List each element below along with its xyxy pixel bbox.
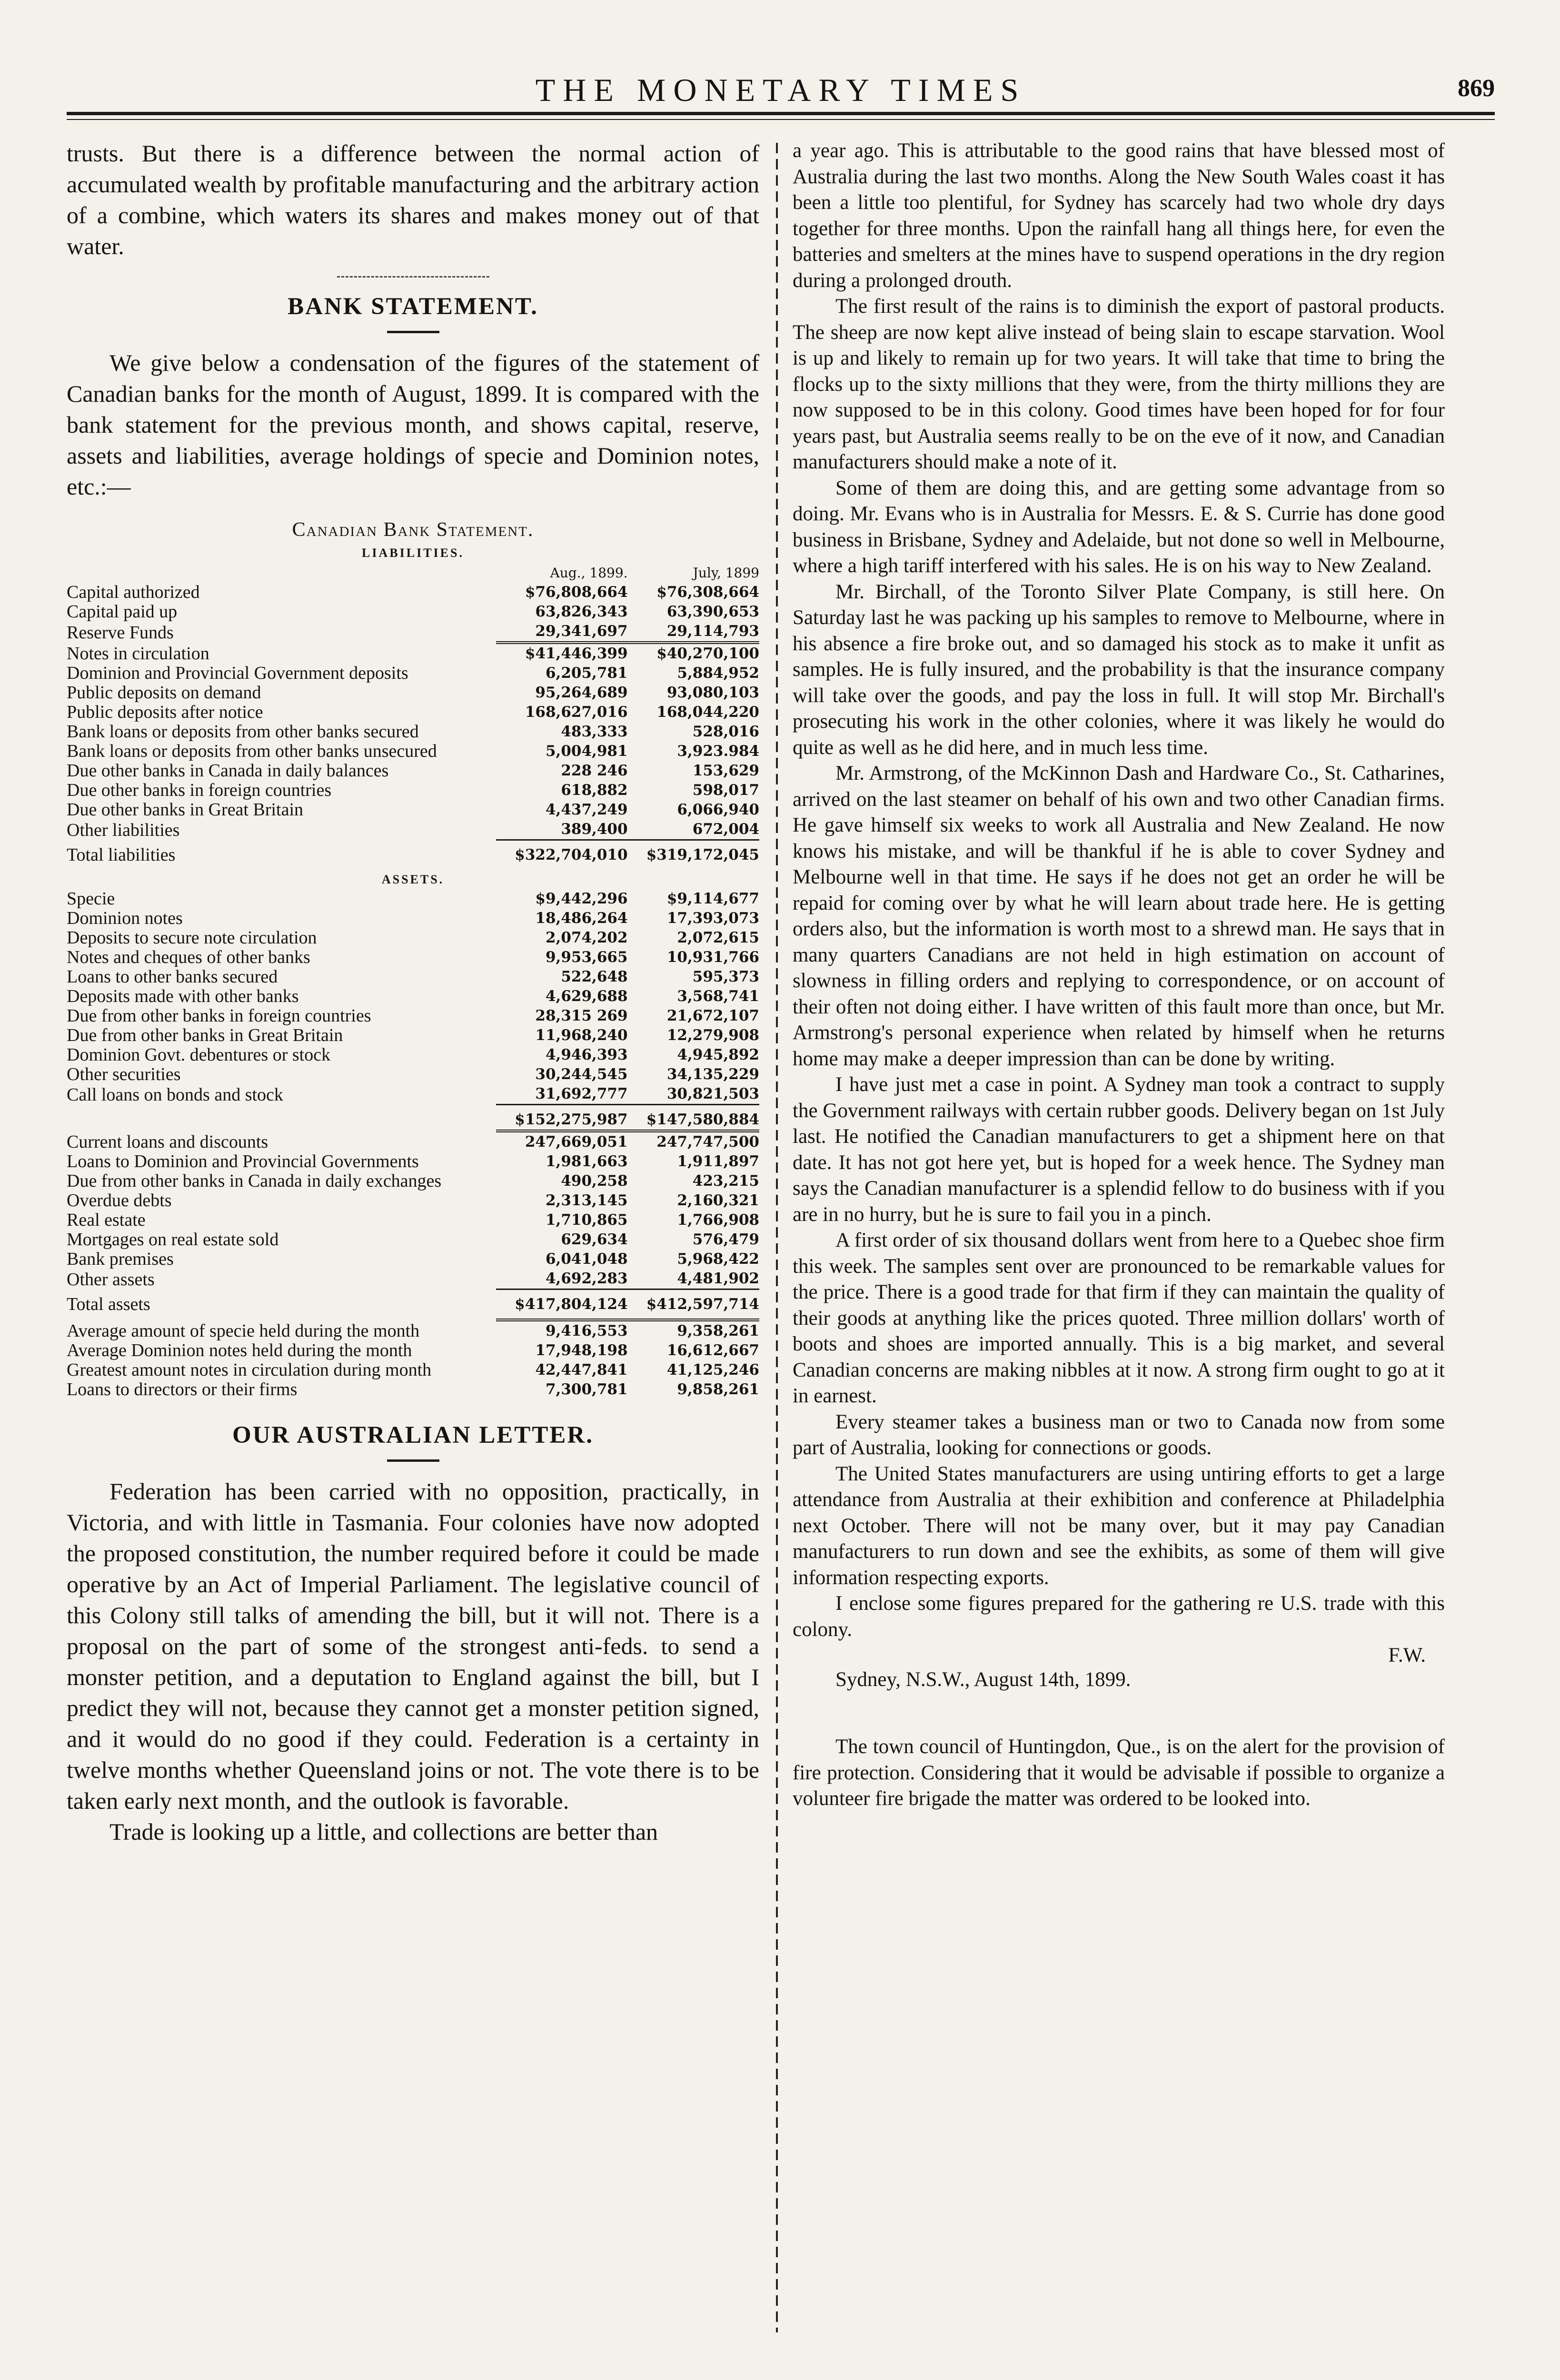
row-label: Public deposits on demand [67, 683, 261, 703]
row-label: Dominion Govt. debentures or stock [67, 1045, 331, 1065]
letter-signoff: F.W. [1388, 1644, 1426, 1666]
aug-value: 4,946,393 [545, 1046, 628, 1063]
letter-paragraph: The United States manufacturers are using untiring efforts to get a large attendance from Australia at their exhibition and conference at Philadelphia next October. There will not be many over, but it may pay Canadian manufacturers to run down and see the exhibits, as some of them will give information respecting exports. [793, 1462, 1445, 1589]
row-label: Due other banks in foreign countries [67, 780, 332, 800]
jul-value: 168,044,220 [656, 704, 759, 721]
table-row [67, 1341, 759, 1360]
row-label: Other assets [67, 1269, 155, 1289]
table-row [67, 602, 759, 622]
aug-value: 522,648 [561, 968, 628, 985]
jul-value: 63,390,653 [666, 603, 759, 620]
table-row [67, 1269, 759, 1289]
letter-paragraph: Mr. Birchall, of the Toronto Silver Plate Company, is still here. On Saturday last he was packing up his samples to remove to Melbourne, where in his absence a fire broke out, and so damaged his stock as to make it unfit as samples. He is fully insured, and the probability is that the insurance company will take over the goods, and pay the loss in full. It will stop Mr. Birchall's prosecuting his work in the other colonies, where it was likely he would do quite as well as he did here, and in much less time. [793, 580, 1445, 759]
jul-value: 30,821,503 [666, 1085, 759, 1102]
letter-paragraph: Every steamer takes a business man or two to Canada now from some part of Australia, looking for connections or goods. [793, 1410, 1445, 1459]
bank-table-title: Canadian Bank Statement. [292, 519, 534, 541]
row-label: Deposits to secure note circulation [67, 928, 317, 948]
jul-value: 247,747,500 [628, 1131, 759, 1152]
table-row [67, 1006, 759, 1026]
jul-value: 598,017 [692, 782, 759, 799]
table-header-row [67, 563, 759, 583]
table-row [67, 928, 759, 948]
row-label: Notes in circulation [67, 644, 209, 664]
aug-value: 228 246 [561, 762, 628, 779]
aug-value: 28,315 269 [535, 1007, 628, 1024]
jul-value: 34,135,229 [666, 1066, 759, 1083]
aug-value: 95,264,689 [535, 684, 628, 701]
row-label: Overdue debts [67, 1190, 172, 1210]
row-label: Specie [67, 889, 115, 909]
aug-value: 629,634 [561, 1231, 628, 1248]
aug-value: 618,882 [561, 782, 628, 799]
masthead [67, 71, 1495, 109]
table-row [67, 1152, 759, 1171]
assets-subtotal-row [67, 1105, 759, 1131]
letter-paragraph: The first result of the rains is to diminish the export of pastoral products. The sheep are now kept alive instead of being slain to escape starvation. Wool is up and likely to remain up for two years. It will take that time to bring the flocks up to the sixty millions that they were, from the thirty millions they are now supposed to be in this colony. Good times have been hoped for for four years past, but Australia seems really to be on the eve of it now, and Canadian manufacturers should make a note of it. [793, 295, 1445, 473]
jul-value: 672,004 [692, 821, 759, 838]
jul-value: 5,968,422 [677, 1250, 759, 1268]
aug-value: 7,300,781 [545, 1381, 628, 1398]
table-row [67, 1131, 759, 1152]
left-column [67, 138, 759, 1847]
aug-value: 1,981,663 [545, 1153, 628, 1170]
letter-paragraph: A first order of six thousand dollars went from here to a Quebec shoe firm this week. The samples sent over are pronounced to be remarkable values for the price. There is a good trade for that firm if they can maintain the quality of their goods at anything like the prices quoted. Three million dollars' worth of boots and shoes are imported annually. This is a big market, and several Canadian concerns are making nibbles at it now. A strong firm ought to go at it in earnest. [793, 1229, 1445, 1407]
huntingdon-paragraph: The town council of Huntingdon, Que., is on the alert for the provision of fire protection. Considering that it would be advisable if possible to organize a volunteer fire brigade the matter was ordered to be looked into. [793, 1735, 1445, 1810]
letter-paragraph: I have just met a case in point. A Sydney man took a contract to supply the Government railways with certain rubber goods. Delivery began on 1st July last. He notified the Canadian manufacturers to get a shipment here on that date. It has not got here yet, but is hoped for a week hence. The Sydney man says the Canadian manufacturer is a splendid fellow to do business with if you are in no hurry, but he is sure to fail you in a pinch. [793, 1073, 1445, 1226]
table-row [67, 643, 759, 664]
aug-value: 63,826,343 [535, 603, 628, 620]
jul-value: 3,568,741 [677, 988, 759, 1005]
table-row [67, 800, 759, 820]
aug-value: 11,968,240 [535, 1027, 628, 1044]
row-label: Loans to Dominion and Provincial Governments [67, 1151, 419, 1171]
masthead-rule-thin [67, 119, 1495, 120]
aug-value: 4,692,283 [545, 1270, 628, 1287]
table-row [67, 583, 759, 602]
aug-value: 42,447,841 [535, 1361, 628, 1378]
table-row [67, 742, 759, 761]
table-row [67, 622, 759, 643]
row-label: Bank premises [67, 1249, 174, 1269]
jul-value: 9,858,261 [677, 1381, 759, 1398]
table-row [67, 761, 759, 781]
table-row [67, 1171, 759, 1191]
row-label: Call loans on bonds and stock [67, 1084, 283, 1105]
jul-value: 9,358,261 [628, 1320, 759, 1341]
col-jul-header: July, 1899 [693, 565, 759, 581]
row-label: Notes and cheques of other banks [67, 947, 310, 967]
letter-dateline: Sydney, N.S.W., August 14th, 1899. [835, 1668, 1131, 1691]
jul-value: 17,393,073 [666, 910, 759, 927]
aug-value: 31,692,777 [535, 1085, 628, 1102]
aug-value: 6,041,048 [545, 1250, 628, 1268]
jul-value: 576,479 [692, 1231, 759, 1248]
aug-value: 490,258 [561, 1172, 628, 1190]
heading-rule [387, 1459, 439, 1462]
aug-value: $322,704,010 [496, 840, 627, 865]
jul-value: 93,080,103 [666, 684, 759, 701]
jul-value: 1,911,897 [677, 1153, 759, 1170]
table-row [67, 1320, 759, 1341]
row-label: Total assets [67, 1294, 150, 1314]
aug-value: 4,437,249 [545, 801, 628, 818]
table-row [67, 703, 759, 722]
table-row [67, 1230, 759, 1250]
row-label: Bank loans or deposits from other banks secured [67, 722, 419, 742]
row-label: Total liabilities [67, 845, 176, 865]
aug-value: 30,244,545 [535, 1066, 628, 1083]
row-label: Public deposits after notice [67, 702, 263, 722]
table-row [67, 1380, 759, 1399]
letter-paragraph: a year ago. This is attributable to the good rains that have blessed most of Australia during the last two months. Along the New South Wales coast it has been a little too plentiful, for Sydney has scarcely had two whole dry days together for three months. Upon the rainfall hang all things here, for even the batteries and smelters at the mines have to suspend operations in the dry region during a prolonged drouth. [793, 139, 1445, 292]
aug-value: 17,948,198 [535, 1342, 628, 1359]
jul-value: 16,612,667 [666, 1342, 759, 1359]
row-label: Dominion notes [67, 908, 183, 928]
jul-value: 4,481,902 [677, 1270, 759, 1287]
row-label: Mortgages on real estate sold [67, 1230, 279, 1250]
table-row [67, 909, 759, 928]
jul-value: 528,016 [692, 723, 759, 740]
letter-paragraph: Mr. Armstrong, of the McKinnon Dash and Hardware Co., St. Catharines, arrived on the last steamer on behalf of his own and two other Canadian firms. He gave himself six weeks to work all Australia and New Zealand. He now knows his mistake, and will be thankful if he is able to cover Sydney and Melbourne well in that time. He says if he does not get an order he will be repaid for coming over by what he will learn about trade here. He is getting orders also, but the information is worth most to a shrewd man. He says that in many quarters Canadians are not held in high estimation on account of slowness in filling orders and replying to correspondence, or on account of their often not doing either. I have written of this fault more than once, but Mr. Armstrong's personal experience when related by himself when he returns home may make a deeper impression than can be done by writing. [793, 762, 1445, 1070]
row-label: Loans to other banks secured [67, 967, 278, 987]
table-row [67, 722, 759, 742]
intro-paragraph: trusts. But there is a difference between the normal action of accumulated wealth by profitable manufacturing and the arbitrary action of a combine, which waters its shares and makes money out of that water. [67, 140, 759, 259]
table-row [67, 1045, 759, 1065]
row-label: Dominion and Provincial Government deposits [67, 663, 408, 683]
jul-value: 41,125,246 [666, 1361, 759, 1378]
table-row [67, 781, 759, 800]
table-row [67, 1026, 759, 1045]
table-row [67, 1084, 759, 1105]
table-row [67, 1065, 759, 1084]
aug-value: 4,629,688 [545, 988, 628, 1005]
aug-value: $41,446,399 [496, 643, 627, 664]
table-row [67, 948, 759, 967]
aug-value: 6,205,781 [545, 664, 628, 682]
table-row [67, 1191, 759, 1210]
table-row [67, 683, 759, 703]
table-row [67, 889, 759, 909]
aug-value: $152,275,987 [496, 1105, 627, 1131]
jul-value: $147,580,884 [628, 1105, 759, 1131]
row-label: Due from other banks in foreign countries [67, 1006, 371, 1026]
right-column [793, 138, 1445, 1812]
aug-value: 483,333 [561, 723, 628, 740]
aug-value: 1,710,865 [545, 1211, 628, 1229]
aug-value: 29,341,697 [535, 623, 628, 640]
row-label: Capital authorized [67, 582, 200, 602]
liabilities-label: LIABILITIES. [362, 546, 464, 560]
table-row [67, 1250, 759, 1269]
bank-statement-intro: We give below a condensation of the figures of the statement of Canadian banks for the month of August, 1899. It is compared with the bank statement for the previous month, and shows capital, reserve, assets and liabilities, average holdings of specie and Dominion notes, etc.:— [67, 349, 759, 500]
jul-value: 21,672,107 [666, 1007, 759, 1024]
section-divider [337, 276, 489, 278]
aug-value: 9,953,665 [545, 949, 628, 966]
row-label: Loans to directors or their firms [67, 1379, 298, 1399]
australian-paragraph: Federation has been carried with no opposition, practically, in Victoria, and with little in Tasmania. Four colonies have now adopted the proposed constitution, the number required before it could be made operative by an Act of Imperial Parliament. The legislative council of this Colony still talks of amending the bill, but it will not. There is a proposal on the part of some of the strongest anti-feds. to send a monster petition, and a deputation to England against the bill, but I predict they will not, because they cannot get a monster petition signed, and it would do no good if they could. Federation is a certainty in twelve months whether Queensland joins or not. The vote there is to be taken early next month, and the outlook is favorable. [67, 1478, 759, 1814]
jul-value: 10,931,766 [666, 949, 759, 966]
letter-paragraph: Some of them are doing this, and are getting some advantage from so doing. Mr. Evans who is in Australia for Messrs. E. & S. Currie has done good business in Brisbane, Sydney and Adelaide, but not done so well in Melbourne, where a high tariff interfered with his sales. He is on his way to New Zealand. [793, 476, 1445, 577]
jul-value: 5,884,952 [677, 664, 759, 682]
bank-statement-heading: BANK STATEMENT. [288, 293, 538, 320]
aug-value: 2,313,145 [545, 1192, 628, 1209]
row-label: Average amount of specie held during the month [67, 1321, 420, 1341]
row-label [67, 1105, 496, 1131]
row-label: Current loans and discounts [67, 1132, 268, 1152]
bank-statement-table [67, 563, 759, 1399]
jul-value: 12,279,908 [666, 1027, 759, 1044]
row-label: Real estate [67, 1210, 146, 1230]
row-label: Due from other banks in Great Britain [67, 1025, 343, 1045]
aug-value: $9,442,296 [535, 890, 628, 907]
jul-value: 29,114,793 [666, 623, 759, 640]
row-label: Reserve Funds [67, 623, 174, 643]
row-label: Other liabilities [67, 820, 180, 840]
total-assets-row [67, 1289, 759, 1315]
aug-value: 9,416,553 [496, 1320, 627, 1341]
table-row [67, 1210, 759, 1230]
row-label: Bank loans or deposits from other banks unsecured [67, 741, 437, 761]
jul-value: $319,172,045 [628, 840, 759, 865]
jul-value: 423,215 [692, 1172, 759, 1190]
column-separator [776, 143, 778, 2332]
masthead-rule-thick [67, 112, 1495, 115]
table-row [67, 967, 759, 987]
jul-value: 2,072,615 [677, 929, 759, 946]
aug-value: 5,004,981 [545, 743, 628, 760]
assets-label [67, 865, 759, 889]
jul-value: $9,114,677 [666, 890, 759, 907]
section-gap [793, 1691, 1445, 1734]
jul-value: $412,597,714 [628, 1289, 759, 1315]
table-row [67, 820, 759, 840]
row-label: Other securities [67, 1064, 181, 1084]
row-label: Due other banks in Canada in daily balances [67, 761, 389, 781]
newspaper-title: THE MONETARY TIMES [535, 72, 1026, 108]
jul-value: 153,629 [692, 762, 759, 779]
jul-value: $40,270,100 [628, 643, 759, 664]
row-label: Average Dominion notes held during the month [67, 1340, 412, 1360]
total-liabilities-row [67, 840, 759, 865]
page-number: 869 [1458, 75, 1495, 102]
aug-value: $417,804,124 [496, 1289, 627, 1315]
table-row [67, 1360, 759, 1380]
table-row [67, 664, 759, 683]
heading-rule [387, 331, 439, 333]
jul-value: 3,923.984 [677, 743, 759, 760]
aug-value: 247,669,051 [496, 1131, 627, 1152]
jul-value: 595,373 [692, 968, 759, 985]
row-label: Deposits made with other banks [67, 986, 299, 1006]
aug-value: $76,808,664 [525, 584, 628, 601]
letter-paragraph: I enclose some figures prepared for the gathering re U.S. trade with this colony. [793, 1592, 1445, 1641]
jul-value: 6,066,940 [677, 801, 759, 818]
table-row [67, 987, 759, 1006]
jul-value: 1,766,908 [677, 1211, 759, 1229]
aug-value: 2,074,202 [545, 929, 628, 946]
aug-value: 18,486,264 [535, 910, 628, 927]
aug-value: 389,400 [561, 821, 628, 838]
row-label: Greatest amount notes in circulation during month [67, 1360, 432, 1380]
row-label: Due other banks in Great Britain [67, 800, 304, 820]
australian-paragraph: Trade is looking up a little, and collections are better than [109, 1818, 658, 1845]
jul-value: 4,945,892 [677, 1046, 759, 1063]
jul-value: 2,160,321 [677, 1192, 759, 1209]
row-label: Due from other banks in Canada in daily exchanges [67, 1171, 442, 1191]
jul-value: $76,308,664 [656, 584, 759, 601]
assets-label-text: ASSETS. [381, 873, 445, 886]
row-label: Capital paid up [67, 602, 178, 622]
australian-letter-heading: OUR AUSTRALIAN LETTER. [232, 1422, 594, 1448]
col-aug-header: Aug., 1899. [550, 565, 628, 581]
row-gap [67, 1314, 759, 1320]
aug-value: 168,627,016 [525, 704, 628, 721]
